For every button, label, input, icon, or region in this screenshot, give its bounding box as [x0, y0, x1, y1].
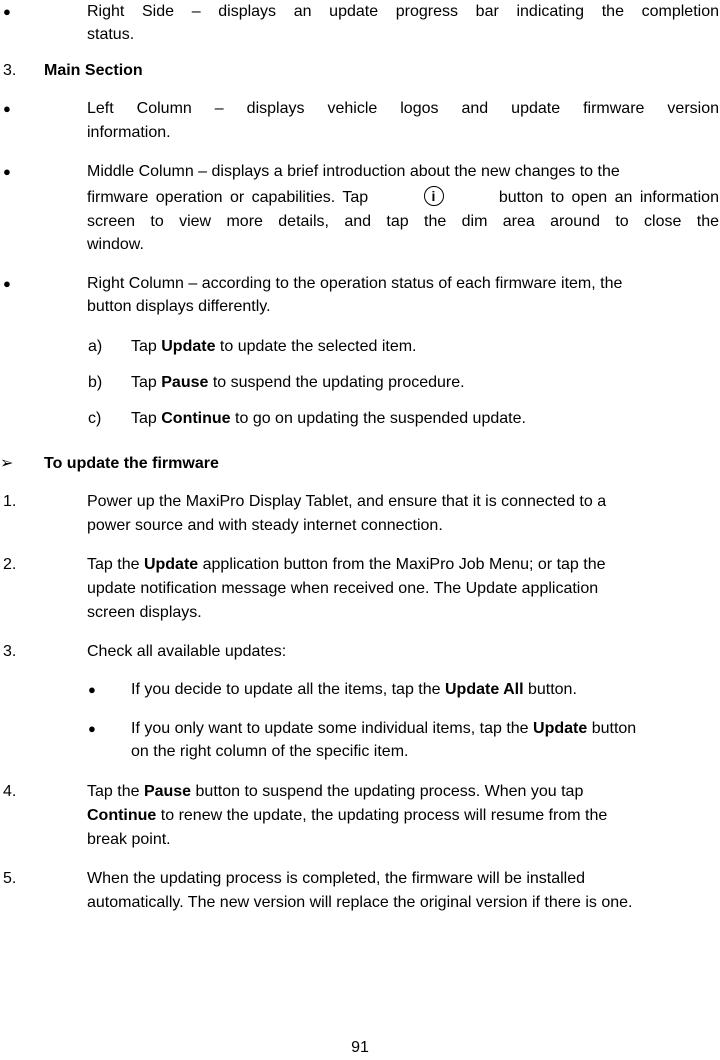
step-5-line1: When the updating process is completed, the firmware will be installed — [87, 870, 586, 887]
sub-item-b-letter: b) — [88, 374, 103, 391]
step-4-line2 — [87, 804, 607, 828]
intro-bullet-line2: status. — [87, 26, 135, 43]
sub-item-c-suffix: to go on updating the suspended update. — [230, 410, 526, 427]
bullet-icon: ● — [3, 164, 11, 179]
step-3-bullet2 — [131, 717, 636, 741]
sub-item-c-bold: Continue — [161, 410, 231, 427]
step-5-number: 5. — [3, 870, 17, 887]
sub-item-a-suffix: to update the selected item. — [215, 338, 417, 355]
step-2-number: 2. — [3, 556, 17, 573]
step-3-number: 3. — [3, 643, 17, 660]
arrow-bullet-icon: ➢ — [0, 455, 14, 472]
step-4-l2b: to renew the update, the updating process will resume from the — [156, 807, 608, 824]
step-4-l2a: Continue — [87, 807, 157, 824]
step-4-l1b: Pause — [143, 783, 192, 800]
sub-item-b — [131, 371, 465, 395]
step-1-number: 1. — [3, 493, 17, 510]
step-3-b1b: Update All — [444, 681, 524, 698]
bullet-icon: ● — [3, 276, 11, 291]
right-column-line2: button displays differently. — [87, 298, 271, 315]
intro-bullet-line1: Right Side – displays an update progress bar indicating the completion — [87, 3, 719, 20]
main-section-title: Main Section — [44, 62, 143, 79]
step-4-number: 4. — [3, 783, 17, 800]
step-1-line2: power source and with steady internet connection. — [87, 517, 443, 534]
info-icon: i — [424, 186, 444, 206]
step-3-b2a: If you only want to update some individual items, tap the — [131, 720, 534, 737]
step-3-bullet2-line2: on the right column of the specific item. — [131, 743, 409, 760]
sub-item-a-bold: Update — [161, 338, 216, 355]
sub-item-c — [131, 407, 526, 431]
left-column-line2: information. — [87, 124, 171, 141]
step-4-line3: break point. — [87, 831, 171, 848]
step-4-line1 — [87, 780, 583, 804]
step-3-b1c: button. — [523, 681, 577, 698]
step-2-line1 — [87, 553, 606, 577]
middle-column-line4: window. — [87, 236, 144, 253]
bullet-icon: ● — [3, 101, 11, 116]
procedure-title: To update the firmware — [44, 455, 219, 472]
page-number: 91 — [351, 1039, 369, 1056]
step-2-l1c: application button from the MaxiPro Job Menu; or tap the — [198, 556, 606, 573]
main-section-number: 3. — [3, 62, 17, 79]
step-4-l1a: Tap the — [87, 783, 144, 800]
sub-item-a-letter: a) — [88, 338, 103, 355]
step-1-line1: Power up the MaxiPro Display Tablet, and ensure that it is connected to a — [87, 493, 607, 510]
sub-item-b-prefix: Tap — [131, 374, 162, 391]
sub-item-b-bold: Pause — [161, 374, 209, 391]
sub-item-a-prefix: Tap — [131, 338, 162, 355]
sub-item-c-letter: c) — [88, 410, 102, 427]
step-3-line1: Check all available updates: — [87, 643, 287, 660]
step-3-b1a: If you decide to update all the items, tap the — [131, 681, 445, 698]
step-2-l1b: Update — [143, 556, 199, 573]
step-3-b2c: button — [587, 720, 637, 737]
left-column-line1: Left Column – displays vehicle logos and update firmware version — [87, 100, 719, 117]
sub-item-b-suffix: to suspend the updating procedure. — [208, 374, 465, 391]
middle-column-line3: screen to view more details, and tap the dim area around to close the — [87, 213, 719, 230]
right-column-line1: Right Column – according to the operation status of each firmware item, the — [87, 275, 623, 292]
step-2-line2: update notification message when received one. The Update application — [87, 580, 599, 597]
bullet-icon: ● — [88, 682, 96, 697]
step-3-b2b: Update — [533, 720, 588, 737]
middle-column-line2b: button to open an information — [498, 189, 719, 206]
bullet-icon: ● — [88, 721, 96, 736]
step-4-l1c: button to suspend the updating process. When you tap — [191, 783, 584, 800]
step-2-l1a: Tap the — [87, 556, 144, 573]
sub-item-a — [131, 335, 417, 359]
middle-column-line1: Middle Column – displays a brief introduction about the new changes to the — [87, 163, 620, 180]
middle-column-line2 — [87, 186, 719, 210]
sub-item-c-prefix: Tap — [131, 410, 162, 427]
step-3-bullet1 — [131, 678, 577, 702]
step-2-line3: screen displays. — [87, 604, 202, 621]
middle-column-line2a: firmware operation or capabilities. Tap — [87, 189, 369, 206]
step-5-line2: automatically. The new version will replace the original version if there is one. — [87, 894, 633, 911]
bullet-icon: ● — [3, 4, 11, 19]
